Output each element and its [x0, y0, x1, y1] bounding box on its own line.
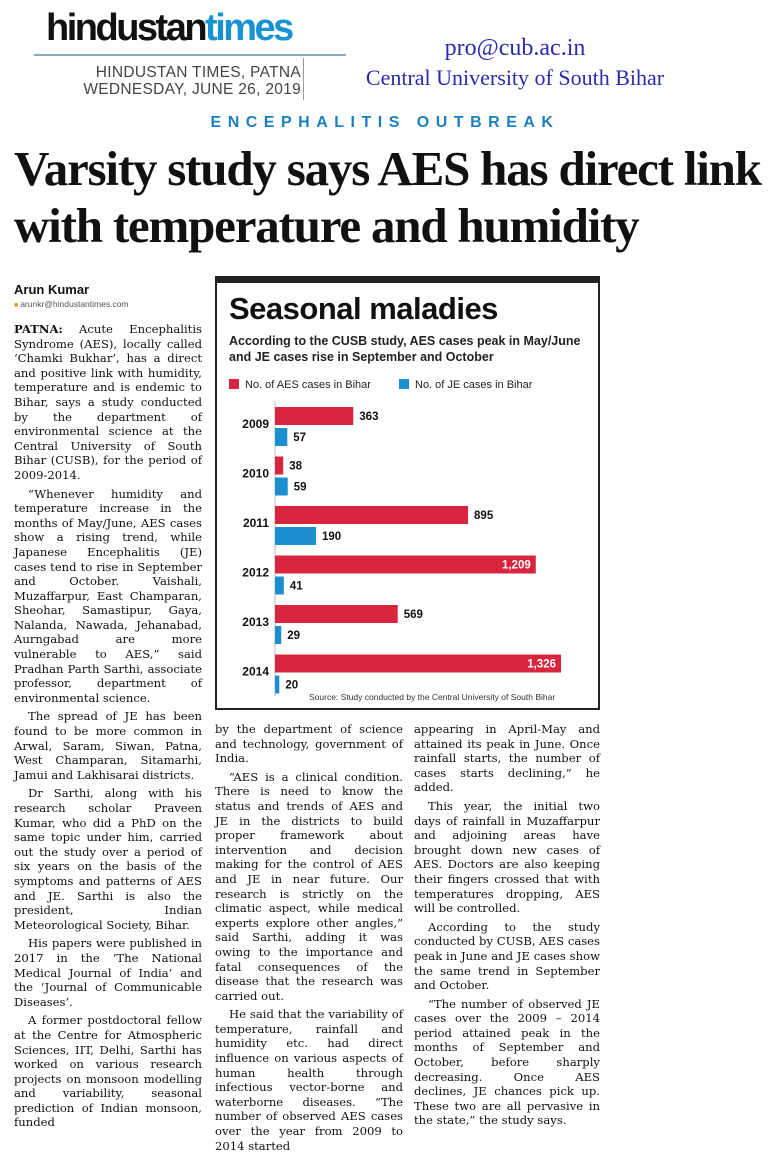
- legend-aes: No. of AES cases in Bihar: [229, 379, 371, 391]
- edition-info: [46, 64, 301, 98]
- headline: Varsity study says AES has direct link with temperature and humidity: [14, 141, 761, 253]
- article-paragraph: appearing in April-May and attained its peak in June. Once rainfall starts, the number of cases starts declining,” he added.: [414, 722, 600, 795]
- article-paragraph: He said that the variability of temperature, rainfall and humidity etc. had direct influence on various aspects of human health through infectious vector-borne and waterborne diseases. “The number of observed AES cases over the year from 2009 to 2014 started: [215, 1007, 403, 1153]
- article-paragraph: This year, the initial two days of rainfall in Muzaffarpur and adjoining areas have brought down new cases of AES. Doctors are also keeping their fingers crossed that with temperatures dropping, AES will be controlled.: [414, 798, 600, 916]
- chart-title: Seasonal maladies: [229, 291, 498, 326]
- article-paragraph: A former postdoctoral fellow at the Centre for Atmospheric Sciences, IIT, Delhi, Sarthi has worked on various research projects on monsoon modelling and variability, seasonal prediction of Indian monsoon, funded: [14, 1013, 202, 1130]
- aes-bar: [275, 407, 353, 425]
- author-email: ■ arunkr@hindustantimes.com: [14, 299, 204, 309]
- edition-divider: [303, 58, 304, 100]
- chart-box: [215, 276, 600, 710]
- je-bar: [275, 478, 288, 496]
- masthead-logo: hindustantimes: [46, 7, 292, 49]
- je-bar: [275, 577, 284, 595]
- chart-subtitle: According to the CUSB study, AES cases peak in May/June and JE cases rise in September and October: [229, 334, 581, 364]
- je-bar: [275, 676, 279, 694]
- aes-bar: [275, 605, 398, 623]
- bar-value-label: 190: [321, 531, 342, 543]
- edition-city: HINDUSTAN TIMES, PATNA: [95, 64, 301, 81]
- year-label: 2013: [242, 615, 269, 629]
- chart-source: Source: Study conducted by the Central University of South Bihar: [309, 692, 556, 702]
- university-stamp: [330, 34, 700, 92]
- article-column-1: [14, 322, 202, 1134]
- year-label: 2010: [242, 466, 269, 481]
- article-paragraph: Dr Sarthi, along with his research scholar Praveen Kumar, who did a PhD on the same topic under him, carried out the study over a period of six years on the basis of the symptoms and patterns of AES and JE. Sarthi is also the president, Indian Meteorological Society, Bihar.: [14, 786, 202, 932]
- je-bar: [275, 626, 281, 644]
- bar-value-label: 1,209: [501, 559, 531, 572]
- legend-swatch-je: [399, 379, 409, 389]
- bar-value-label: 1,326: [527, 658, 556, 671]
- article-paragraph: “The number of observed JE cases over the 2009 – 2014 period attained peak in the months of September and October, before sharply decreasing. Once AES declines, JE chances pick up. These two are all pervasive in the state,” the study says.: [414, 996, 600, 1128]
- section-kicker: ENCEPHALITIS OUTBREAK: [210, 114, 560, 131]
- edition-date: WEDNESDAY, JUNE 26, 2019: [83, 81, 301, 98]
- legend-je: No. of JE cases in Bihar: [399, 379, 532, 391]
- bar-value-label: 895: [474, 510, 494, 522]
- bar-value-label: 38: [289, 460, 302, 473]
- bar-value-label: 569: [403, 609, 423, 621]
- bar-value-label: 363: [359, 411, 379, 423]
- year-label: 2011: [242, 516, 269, 530]
- masthead-rule: [34, 54, 346, 56]
- je-bar: [275, 428, 287, 446]
- year-label: 2012: [242, 565, 269, 580]
- article-paragraph: by the department of science and technology, government of India.: [215, 722, 403, 766]
- aes-bar: [275, 457, 283, 475]
- byline: [14, 282, 204, 309]
- bar-value-label: 41: [289, 580, 303, 593]
- bar-value-label: 20: [285, 679, 299, 692]
- article-paragraph: “AES is a clinical condition. There is need to know the status and trends of AES and JE in the districts to build proper framework about intervention and decision making for the control of AES and JE in near future. Our research is strictly on the climatic aspect, while medical experts explore other angles,” said Sarthi, adding it was owing to the importance and fatal consequences of the disease that the research was carried out.: [215, 769, 403, 1003]
- year-label: 2009: [242, 417, 269, 431]
- aes-bar: [275, 655, 561, 673]
- article-paragraph: His papers were published in 2017 in the ‘The National Medical Journal of India’ and the ‘Journal of Communicable Diseases’.: [14, 936, 202, 1009]
- article-column-3: [414, 722, 600, 1132]
- article-paragraph: “Whenever humidity and temperature increase in the months of May/June, AES cases show a rising trend, while Japanese Encephalitis (JE) cases tend to rise in September and October. Vaishali, Muzaffarpur, East Champaran, Sheohar, Samastipur, Gaya, Nalanda, Nawada, Jehanabad, Aurngabad are more vulnerable to AES,” said Pradhan Parth Sarthi, associate professor, department of environmental science.: [14, 486, 202, 705]
- author-name: Arun Kumar: [14, 282, 90, 297]
- stamp-email: pro@cub.ac.in: [444, 35, 586, 61]
- je-bar: [275, 527, 316, 545]
- article-column-2: [215, 722, 403, 1157]
- dateline: PATNA:: [14, 322, 63, 336]
- year-label: 2014: [242, 664, 269, 679]
- bar-value-label: 57: [293, 432, 307, 444]
- article-paragraph: According to the study conducted by CUSB, AES cases peak in June and JE cases show the same trend in September and October.: [414, 919, 600, 993]
- bar-value-label: 59: [293, 481, 307, 494]
- stamp-org: Central University of South Bihar: [365, 65, 665, 90]
- aes-bar: [275, 506, 468, 524]
- article-paragraph: PATNA: Acute Encephalitis Syndrome (AES), locally called ‘Chamki Bukhar’, has a direct and positive link with humidity, temperature and is endemic to Bihar, says a study conducted by the department of environmental science at the Central University of South Bihar (CUSB), for the period of 2009-2014.: [14, 322, 203, 482]
- aes-bar: [275, 556, 536, 574]
- bar-value-label: 29: [287, 630, 301, 642]
- article-paragraph: The spread of JE has been found to be more common in Arwal, Saram, Siwan, Patna, West Champaran, Sitamarhi, Jamui and Lakhisarai districts.: [14, 709, 202, 782]
- legend-swatch-aes: [229, 379, 239, 389]
